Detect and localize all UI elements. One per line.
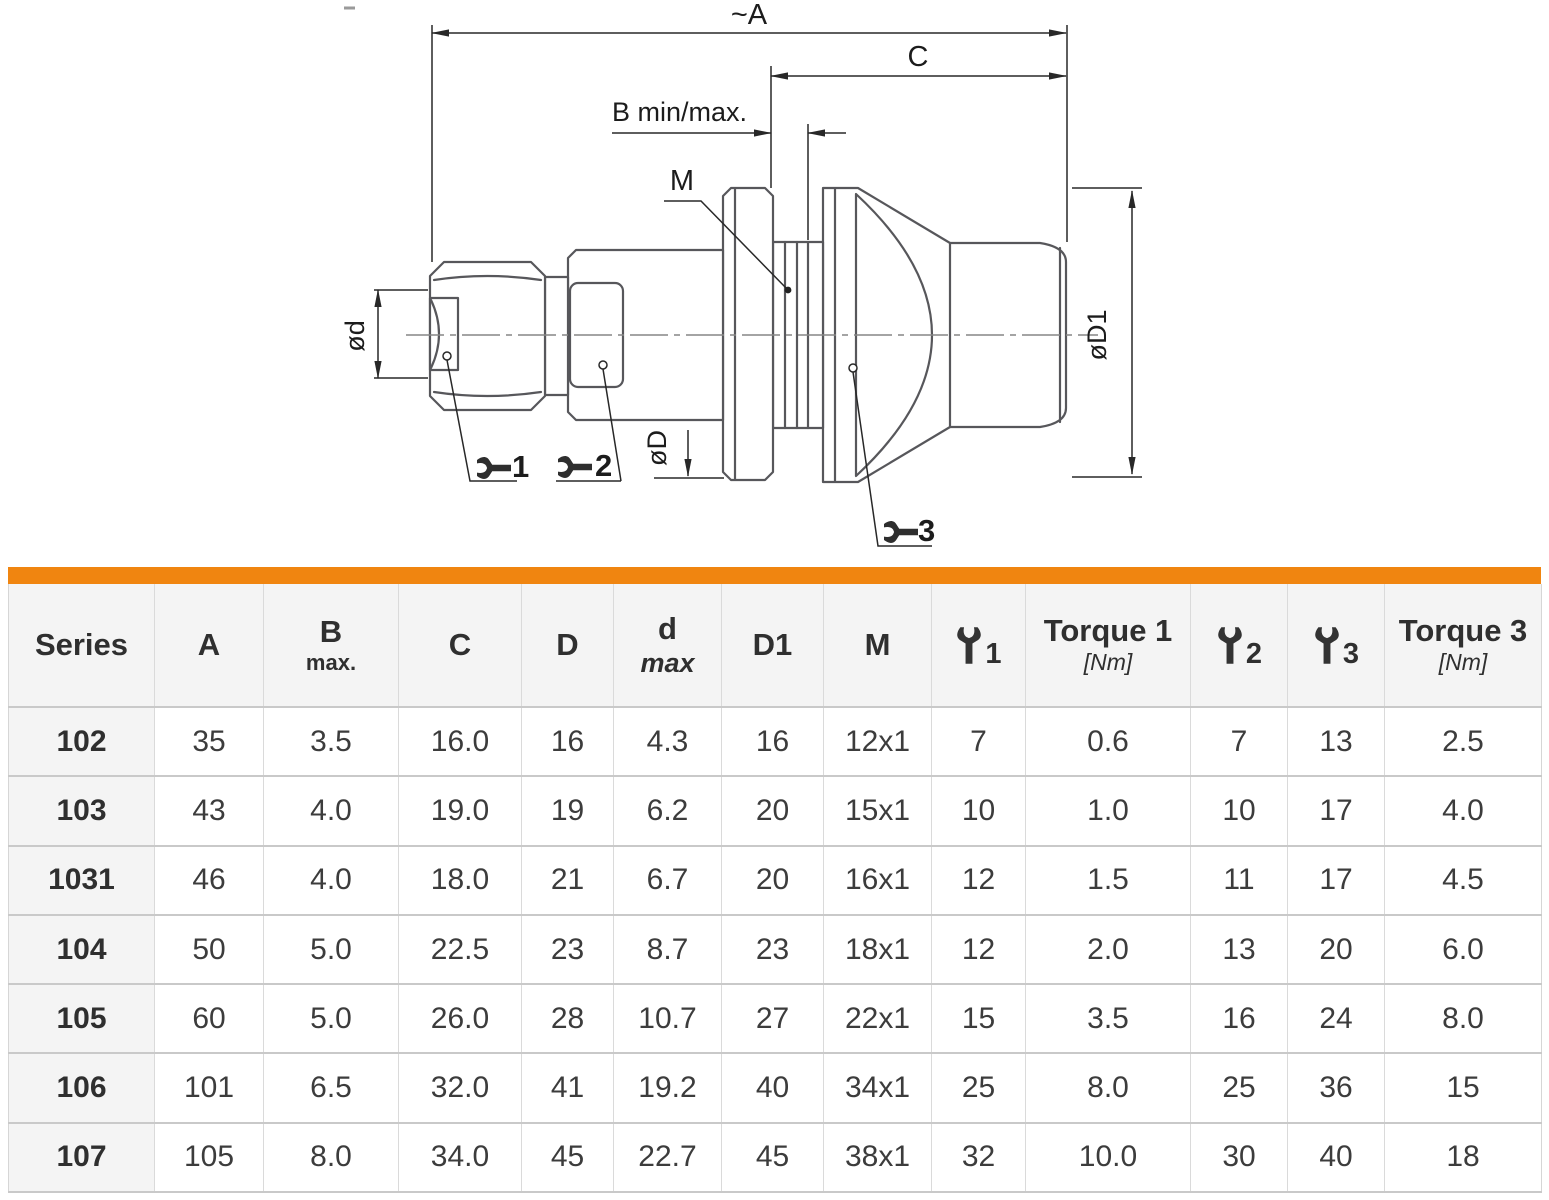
dia-d-small-label: ød [340,320,370,352]
value-cell: 16.0 [399,707,522,776]
column-label: Series [34,627,129,663]
value-cell: 20 [1288,915,1385,984]
table-row [9,776,1542,845]
column-sublabel: max [640,647,695,678]
value-cell: 6.0 [1385,915,1542,984]
wrench-number: 3 [1342,637,1360,670]
value-cell: 10 [932,776,1026,845]
col-header-wrench1 [932,584,1026,707]
series-cell: 107 [9,1123,155,1192]
series-cell: 102 [9,707,155,776]
value-cell: 41 [522,1053,614,1122]
value-cell: 7 [1191,707,1288,776]
value-cell: 17 [1288,846,1385,915]
column-label: M [864,627,891,663]
value-cell: 105 [155,1123,264,1192]
series-cell: 103 [9,776,155,845]
value-cell: 20 [722,846,824,915]
callout3-dot [849,364,857,372]
value-cell: 26.0 [399,984,522,1053]
value-cell: 11 [1191,846,1288,915]
column-label: D1 [752,627,793,663]
wrench-header [1191,620,1287,671]
value-cell: 10 [1191,776,1288,845]
wrench-icon [1216,627,1244,664]
value-cell: 30 [1191,1123,1288,1192]
thread-label: M [669,165,695,197]
value-cell: 20 [722,776,824,845]
dim-a-label: ~A [730,0,768,31]
wrench-header [1288,620,1384,671]
series-cell: 104 [9,915,155,984]
dim-b-label: B min/max. [612,97,748,127]
table-row [9,1123,1542,1192]
value-cell: 19 [522,776,614,845]
value-cell: 5.0 [264,915,399,984]
connector-technical-drawing [0,0,1549,567]
spec-table-section [8,567,1541,1193]
value-cell: 3.5 [264,707,399,776]
value-cell: 18 [1385,1123,1542,1192]
value-cell: 21 [522,846,614,915]
col-header-B [264,584,399,707]
value-cell: 4.5 [1385,846,1542,915]
value-cell: 7 [932,707,1026,776]
callout3-number: 3 [918,513,936,548]
column-label: B [319,613,343,649]
value-cell: 18.0 [399,846,522,915]
value-cell: 8.7 [614,915,722,984]
value-cell: 6.5 [264,1053,399,1122]
value-cell: 27 [722,984,824,1053]
value-cell: 8.0 [1385,984,1542,1053]
collar [545,277,568,395]
value-cell: 12 [932,915,1026,984]
col-header-A [155,584,264,707]
table-body [9,707,1542,1192]
value-cell: 101 [155,1053,264,1122]
col-header-wrench3 [1288,584,1385,707]
value-cell: 40 [1288,1123,1385,1192]
table-row [9,846,1542,915]
value-cell: 23 [722,915,824,984]
dia-d1-label: øD1 [1082,309,1112,361]
value-cell: 32 [932,1123,1026,1192]
value-cell: 10.0 [1026,1123,1191,1192]
value-cell: 4.0 [264,776,399,845]
value-cell: 22.5 [399,915,522,984]
value-cell: 38x1 [824,1123,932,1192]
value-cell: 34.0 [399,1123,522,1192]
value-cell: 6.2 [614,776,722,845]
wrench-number: 2 [1245,637,1263,670]
value-cell: 36 [1288,1053,1385,1122]
value-cell: 32.0 [399,1053,522,1122]
value-cell: 34x1 [824,1053,932,1122]
column-label: Torque 1 [1043,613,1173,649]
value-cell: 16 [1191,984,1288,1053]
wrench-icon [477,457,511,479]
col-header-C [399,584,522,707]
column-sublabel: [Nm] [1438,649,1488,676]
value-cell: 19.2 [614,1053,722,1122]
value-cell: 25 [932,1053,1026,1122]
value-cell: 35 [155,707,264,776]
value-cell: 24 [1288,984,1385,1053]
value-cell: 16 [522,707,614,776]
value-cell: 10.7 [614,984,722,1053]
wrench-icon [955,627,983,664]
value-cell: 4.0 [1385,776,1542,845]
series-cell: 106 [9,1053,155,1122]
value-cell: 28 [522,984,614,1053]
value-cell: 12 [932,846,1026,915]
callout1-dot [443,352,451,360]
callout1-number: 1 [512,449,530,484]
column-sublabel: max. [305,649,357,675]
value-cell: 12x1 [824,707,932,776]
value-cell: 25 [1191,1053,1288,1122]
value-cell: 45 [722,1123,824,1192]
column-sublabel: [Nm] [1083,649,1133,676]
col-header-torque1 [1026,584,1191,707]
wrench-icon [884,521,918,543]
value-cell: 46 [155,846,264,915]
value-cell: 0.6 [1026,707,1191,776]
col-header-D [522,584,614,707]
col-header-d [614,584,722,707]
dim-c-label: C [907,41,929,73]
value-cell: 16x1 [824,846,932,915]
column-label: C [448,627,472,663]
value-cell: 19.0 [399,776,522,845]
value-cell: 60 [155,984,264,1053]
column-label: A [197,627,221,663]
value-cell: 22x1 [824,984,932,1053]
column-label: D [556,627,579,663]
dimension-table [8,584,1542,1193]
value-cell: 1.5 [1026,846,1191,915]
value-cell: 16 [722,707,824,776]
col-header-D1 [722,584,824,707]
col-header-M [824,584,932,707]
wrench-header [932,620,1025,671]
m-leader-dot [785,287,792,294]
value-cell: 45 [522,1123,614,1192]
accent-bar [8,567,1541,584]
column-label: d [658,610,677,646]
value-cell: 15 [1385,1053,1542,1122]
value-cell: 3.5 [1026,984,1191,1053]
col-header-torque3 [1385,584,1542,707]
value-cell: 4.0 [264,846,399,915]
wrench-number: 1 [985,637,1002,670]
value-cell: 40 [722,1053,824,1122]
table-header [9,584,1542,707]
dia-d-big-label: øD [642,430,672,466]
series-cell: 105 [9,984,155,1053]
series-cell: 1031 [9,846,155,915]
value-cell: 8.0 [264,1123,399,1192]
value-cell: 22.7 [614,1123,722,1192]
table-row [9,1053,1542,1122]
table-row [9,915,1542,984]
value-cell: 8.0 [1026,1053,1191,1122]
value-cell: 6.7 [614,846,722,915]
value-cell: 2.5 [1385,707,1542,776]
value-cell: 2.0 [1026,915,1191,984]
header-row [9,584,1542,707]
value-cell: 18x1 [824,915,932,984]
col-header-wrench2 [1191,584,1288,707]
callout2-number: 2 [595,448,613,483]
value-cell: 15 [932,984,1026,1053]
value-cell: 5.0 [264,984,399,1053]
value-cell: 15x1 [824,776,932,845]
value-cell: 13 [1288,707,1385,776]
table-row [9,984,1542,1053]
value-cell: 50 [155,915,264,984]
col-header-series [9,584,155,707]
value-cell: 43 [155,776,264,845]
wrench-icon [558,456,592,478]
value-cell: 23 [522,915,614,984]
wrench-icon [1313,627,1341,664]
column-label: Torque 3 [1398,613,1528,649]
table-row [9,707,1542,776]
value-cell: 4.3 [614,707,722,776]
value-cell: 13 [1191,915,1288,984]
value-cell: 1.0 [1026,776,1191,845]
callout2-dot [599,361,607,369]
value-cell: 17 [1288,776,1385,845]
